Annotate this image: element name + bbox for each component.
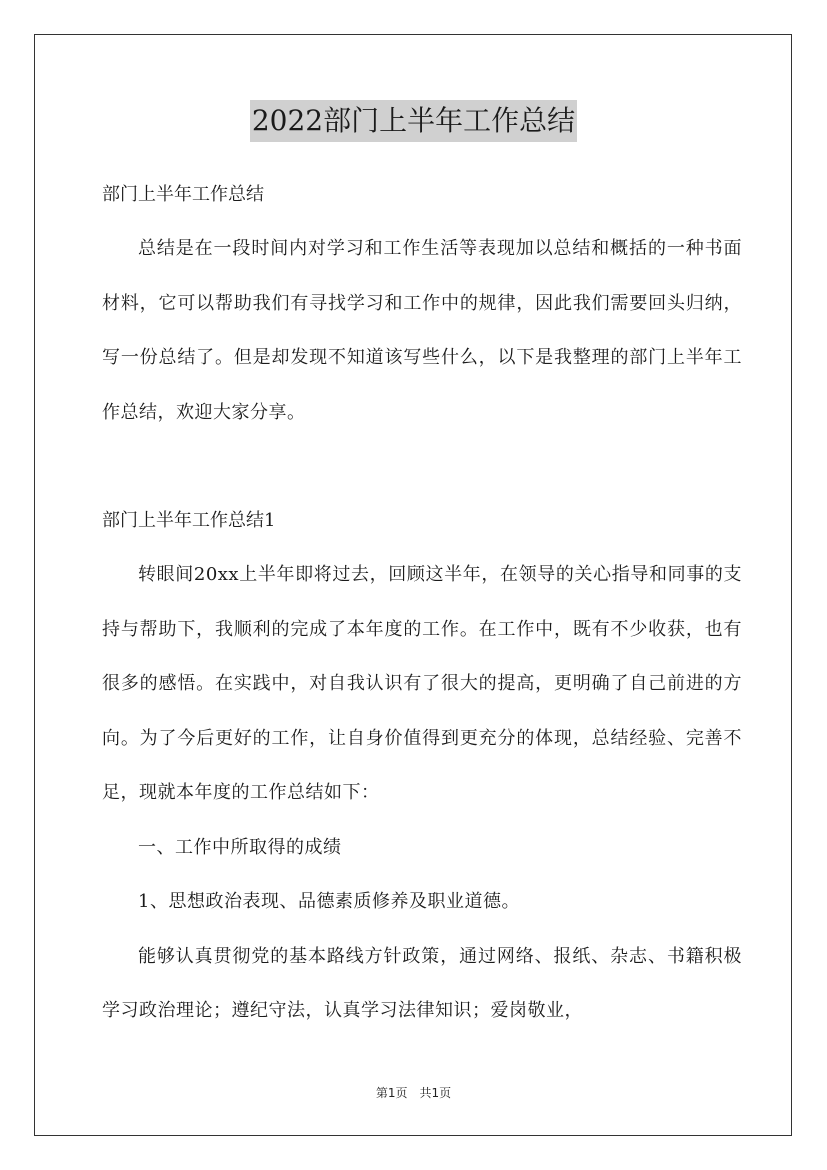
item-1: 1、思想政治表现、品德素质修养及职业道德。 (138, 891, 520, 912)
subtitle: 部门上半年工作总结 (102, 184, 264, 205)
document-body (102, 168, 742, 1039)
spacer (102, 440, 742, 494)
item-heading: 一、工作中所取得的成绩 (138, 836, 342, 858)
document-title: 2022部门上半年工作总结 (250, 100, 577, 142)
body-paragraph-1: 转眼间20xx上半年即将过去，回顾这半年，在领导的关心指导和同事的支持与帮助下，我顺利的完成了本年度的工作。在工作中，既有不少收获，也有很多的感悟。在实践中，对自我认识有了很大的提高，更明确了自己前进的方向。为了今后更好的工作，让自身价值得到更充分的体现，总结经验、完善不足，现就本年度的工作总结如下： (102, 564, 742, 803)
body-paragraph-2: 能够认真贯彻党的基本路线方针政策，通过网络、报纸、杂志、书籍积极学习政治理论；遵纪守法，认真学习法律知识；爱岗敬业， (102, 945, 742, 1021)
title-container (0, 100, 827, 142)
page-footer: 第1页 共1页 (375, 1086, 452, 1100)
intro-paragraph: 总结是在一段时间内对学习和工作生活等表现加以总结和概括的一种书面材料，它可以帮助我们有寻找学习和工作中的规律，因此我们需要回头归纳，写一份总结了。但是却发现不知道该写些什么，以下是我整理的部门上半年工作总结，欢迎大家分享。 (102, 238, 742, 423)
section-heading: 部门上半年工作总结1 (102, 510, 276, 531)
